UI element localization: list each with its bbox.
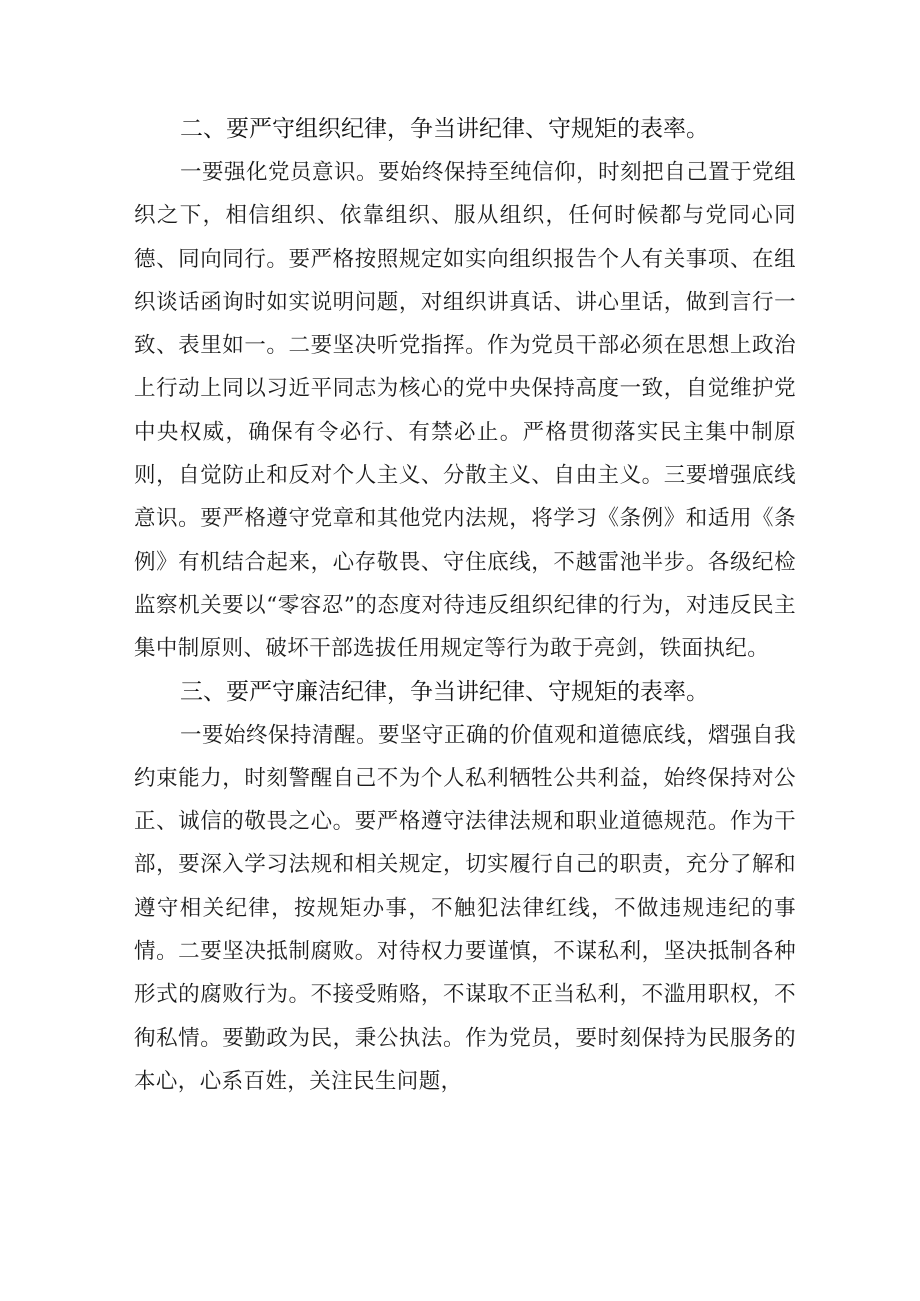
section-heading-organization-discipline: 二、要严守组织纪律，争当讲纪律、守规矩的表率。	[180, 116, 709, 142]
section-heading-integrity-discipline: 三、要严守廉洁纪律，争当讲纪律、守规矩的表率。	[180, 678, 709, 705]
section-paragraph-integrity-discipline: 一要始终保持清醒。要坚守正确的价值观和道德底线，熠强自我约束能力，时刻警醒自己不为个人私利牺牲公共利益，始终保持对公正、诚信的敬畏之心。要严格遵守法律法规和职业道德规范。作为干部，要深入学习法规和相关规定，切实履行自己的职责，充分了解和遵守相关纪律，按规矩办事，不触犯法律红线，不做违规违纪的事情。二要坚决抵制腐败。对待权力要谨慎，不谋私利，坚决抵制各种形式的腐败行为。不接受贿赂，不谋取不正当私利，不滥用职权，不徇私情。要勤政为民，秉公执法。作为党员，要时刻保持为民服务的本心，心系百姓，关注民生问题，	[134, 722, 796, 1094]
section-paragraph-organization-discipline: 一要强化党员意识。要始终保持至纯信仰，时刻把自己置于党组织之下，相信组织、依靠组织、服从组织，任何时候都与党同心同德、同向同行。要严格按照规定如实向组织报告个人有关事项、在组织谈话函询时如实说明问题，对组织讲真话、讲心里话，做到言行一致、表里如一。二要坚决听党指挥。作为党员干部必须在思想上政治上行动上同以习近平同志为核心的党中央保持高度一致，自觉维护党中央权威，确保有令必行、有禁必止。严格贯彻落实民主集中制原则，自觉防止和反对个人主义、分散主义、自由主义。三要增强底线意识。要严格遵守党章和其他党内法规，将学习《条例》和适用《条例》有机结合起来，心存敬畏、守住底线，不越雷池半步。各级纪检监察机关要以“零容忍”的态度对待违反组织纪律的行为，对违反民主集中制原则、破坏干部选拔任用规定等行为敢于亮剑，铁面执纪。	[134, 160, 796, 662]
document-body	[134, 108, 796, 1103]
